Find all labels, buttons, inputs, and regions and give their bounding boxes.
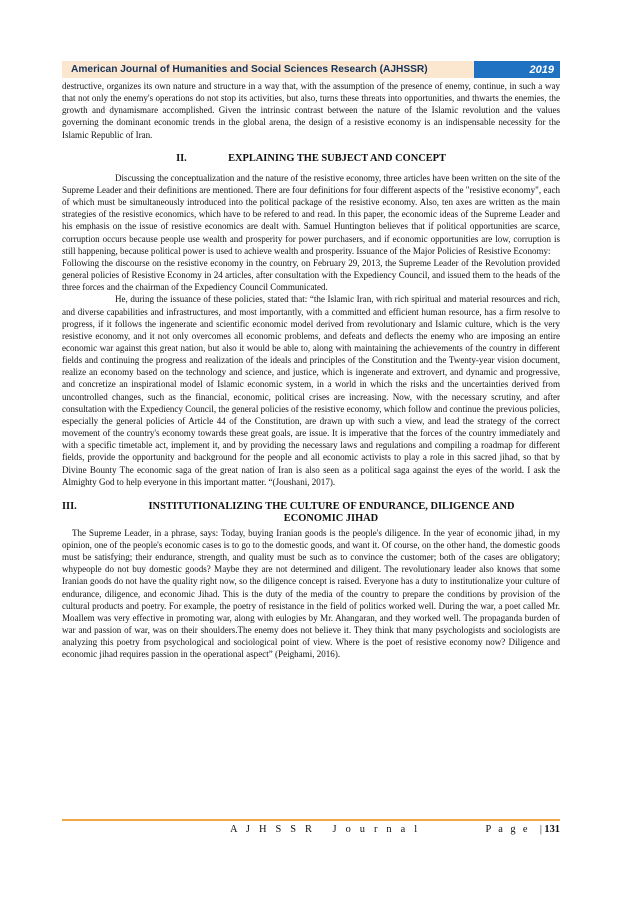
section-3-title-line-1: INSTITUTIONALIZING THE CULTURE OF ENDURANCE, DILIGENCE AND xyxy=(148,500,515,512)
journal-header xyxy=(62,61,560,78)
section-2-paragraph-2: Following the discourse on the resistive economy in the country, on February 29, 2013, the Supreme Leader of the Revolution provided general policies of Resistive Economy in 24 articles, after consultation with the Expediency Council, and issued them to the heads of the three forces and the chairman of the Expediency Council Communicated. xyxy=(62,257,560,293)
section-3-number: III. xyxy=(62,500,77,512)
footer-page-label: P a g e | xyxy=(485,824,545,835)
journal-title: American Journal of Humanities and Social Sciences Research (AJHSSR) xyxy=(62,61,474,78)
section-2-heading xyxy=(62,153,560,165)
article-body xyxy=(62,80,560,661)
section-3-heading xyxy=(62,501,560,525)
section-2-paragraph-3: He, during the issuance of these policies, stated that: “the Islamic Iran, with rich spiritual and material resources and rich, and diverse capabilities and infrastructures, and most importantly, with a committed and efficient human resource, has a firm resolve to progress, if it follows the ingenerate and scientific economic model derived from revolutionary and Islamic culture, which is the very resistive economy, and it not only overcomes all economic problems, and defeats and deflects the enemy who are imposing an entire economic war against this great nation, but also it would be able to, along with maintaining the achievements of the country in different fields and continuing the progress and realization of the ideals and principles of the Constitution and the Twenty-year vision document, realize an economy based on the technology and science, and justice, which is ingenerate and extrovert, and dynamic and progressive, and concretize an inspirational model of Islamic economic system, in a world in which the risks and the uncertainties derived from uncontrolled changes, such as the financial, economic, political crises are increasing. Now, with the necessary scrutiny, and after consultation with the Expediency Council, the general policies of the resistive economy, which follow and continue the previous policies, especially the general policies of Article 44 of the Constitution, are drawn up with such a view, and lead the strategy of the correct movement of the country's economy towards these great goals, are issue. It is imperative that the forces of the country immediately and with a specific timetable act, implement it, and by providing the necessary laws and regulations and compiling a roadmap for different fields, provide the opportunity and background for the people and all economic activists to play a role in this sacred jihad, so that by Divine Bounty The economic saga of the great nation of Iran is also seen as a political saga against the eyes of the world. I ask the Almighty God to help everyone in this important matter. “(Joushani, 2017). xyxy=(62,294,560,487)
section-2-number: II. xyxy=(176,152,187,164)
section-2-paragraph-1: Discussing the conceptualization and the nature of the resistive economy, three articles have been written on the site of the Supreme Leader and their definitions are mentioned. There are four definitions for four different aspects of the "resistive economy", each of which must be simultaneously introduced into the political package of the resistive economy. Also, ten axes are written as the main strategies of the resistive economics, which have to be refered to and read. In this paper, the economic ideas of the Supreme Leader and his emphasis on the issue of resistive economics are dealt with. Samuel Huntington believes that if political opportunities are scarce, corruption occurs because people use wealth and prosperity for power purchasers, and if economic opportunities are low, corruption is still happening, because political power is used to achieve wealth and prosperity. Issuance of the Major Policies of Resistive Economy: xyxy=(62,172,560,256)
footer-divider xyxy=(62,819,560,821)
section-3-title-line-2: ECONOMIC JIHAD xyxy=(283,512,379,524)
footer-page xyxy=(486,824,560,835)
section-3-paragraph-1: The Supreme Leader, in a phrase, says: Today, buying Iranian goods is the people's diligence. In the year of economic jihad, in my opinion, one of the people's economic cases is to go to the domestic goods, and want it. Of course, on the other hand, the domestic goods must be satisfying; their endurance, strength, and quality must be such as to convince the customer; both of the cases are obligatory; whypeople do not buy domestic goods? Maybe they are not determined and diligent. The revolutionary leader also knows that some Iranian goods do not have the quality right now, so the diligence concept is raised. Everyone has a duty to institutionalize your culture of endurance, diligence, and economic Jihad. This is the duty of the media of the country to prepare the conditions by provision of the cultural products and poetry. For example, the poetry of resistance in the field of politics worked well. During the war, a poet called Mr. Moallem was very effective in promoting war, along with eulogies by Mr. Ahangaran, and they worked well. The propaganda burden of war and passion of war, was on their shoulders.The enemy does not believe it. They think that many psychologists and sociologists are analyzing this poetry from psychological and sociological point of view. Where is the poet of resistive economy now? Diligence and economic jihad requires passion in the operational aspect” (Peighami, 2016). xyxy=(62,527,560,660)
section-2-title: EXPLAINING THE SUBJECT AND CONCEPT xyxy=(228,152,446,164)
intro-paragraph: destructive, organizes its own nature and structure in a way that, with the assumption of the presence of enemy, continue, in such a way that not only the enemy's operations do not stop its activities, but also, turns these threats into opportunities, and thwarts the enemies, the growth and dynamismare accomplished. Given the intrinsic contrast between the nature of the Islamic revolution and the values governing the dominant economic trends in the global arena, the design of a resistive economy is an indispensable necessity for the Islamic Republic of Iran. xyxy=(62,81,560,140)
journal-year: 2019 xyxy=(474,61,560,78)
footer-page-number: 131 xyxy=(544,824,560,835)
footer-journal-name: A J H S S R J o u r n a l xyxy=(230,824,421,835)
